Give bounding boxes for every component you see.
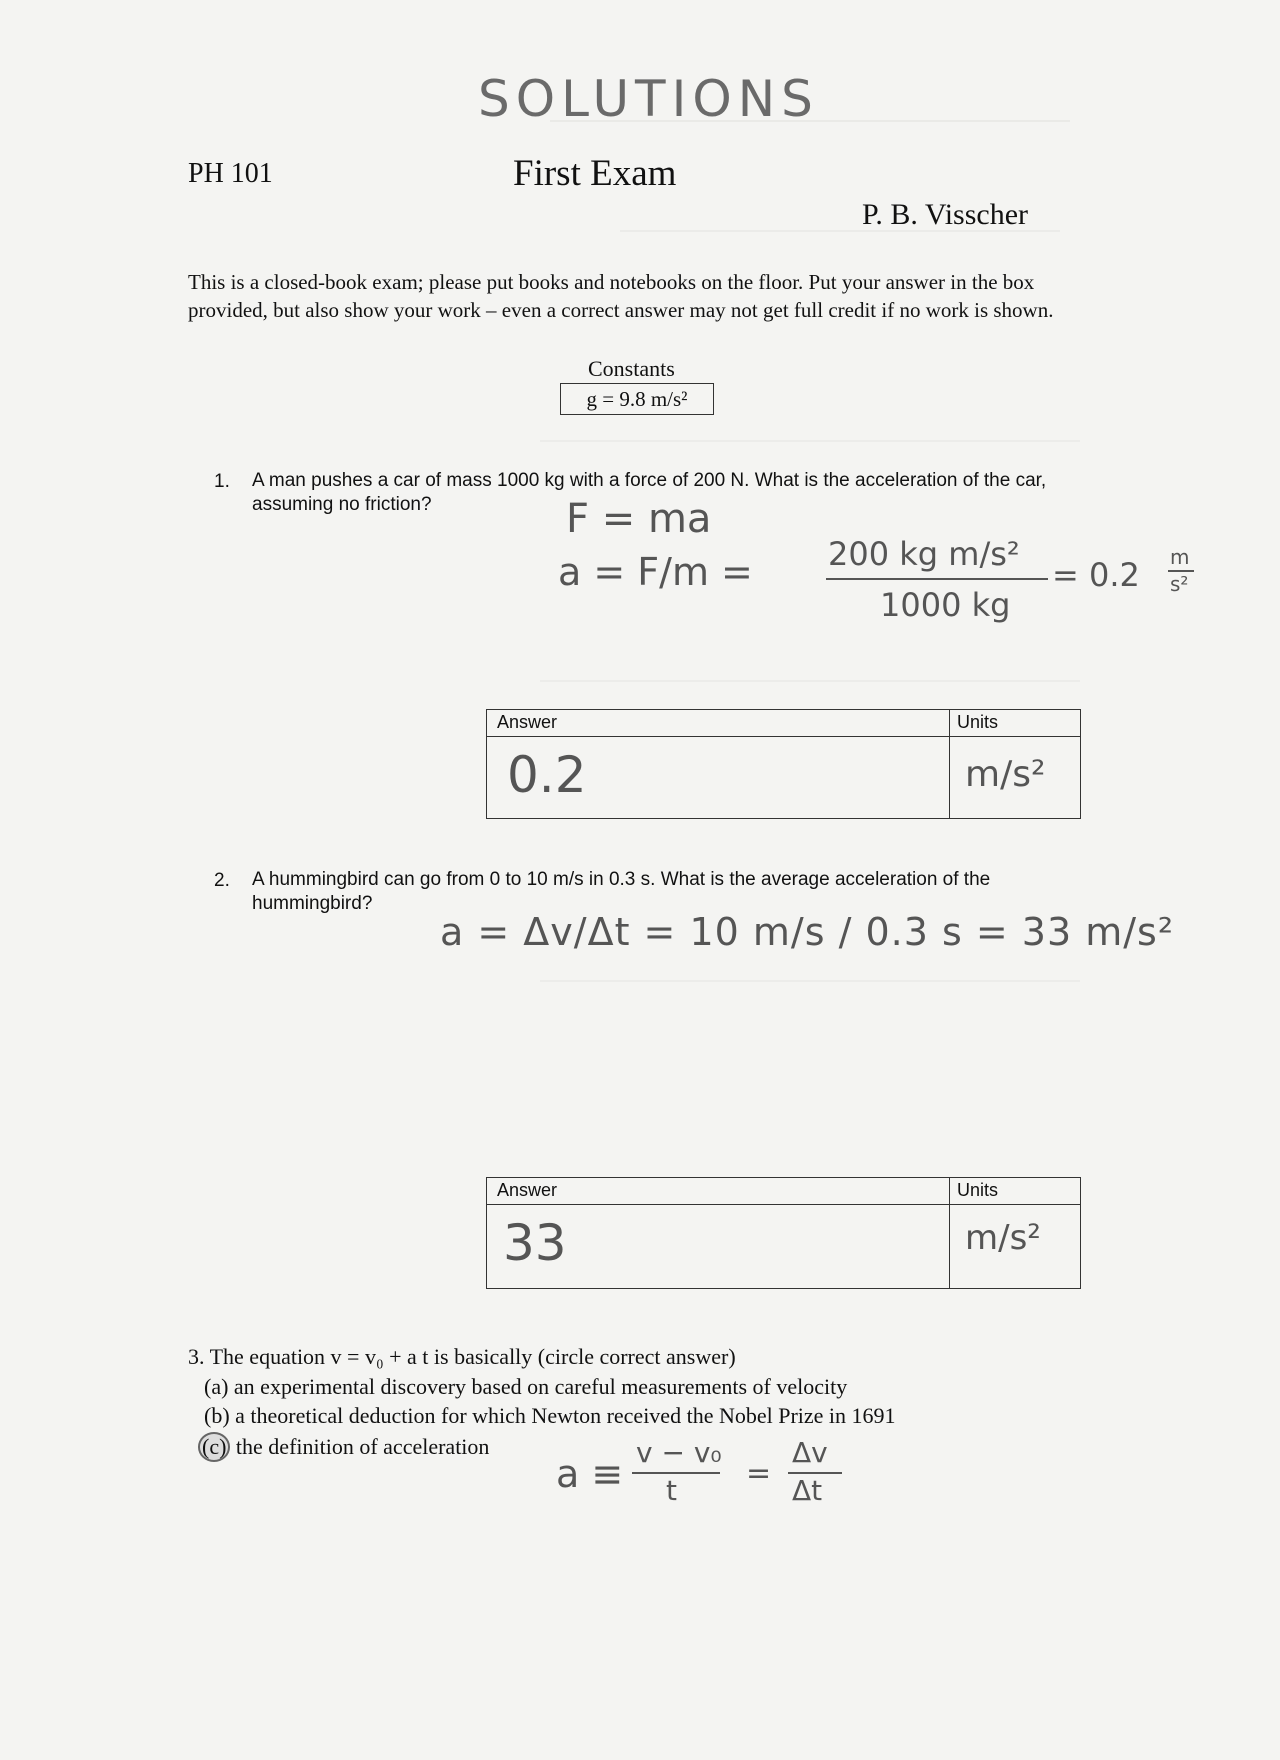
- q3-work-denominator: t: [666, 1474, 677, 1507]
- q3-work-numerator-2: Δv: [792, 1436, 828, 1469]
- q1-number: 1.: [214, 471, 230, 492]
- q1-work-numerator: 200 kg m/s²: [828, 535, 1020, 573]
- q3-stem: 3. The equation v = v₀ + a t is basically (circle correct answer): [188, 1344, 736, 1369]
- q3-work-equals: =: [746, 1456, 772, 1491]
- q1-work-fraction-bar: [826, 578, 1048, 580]
- q1-answer-label: Answer: [497, 712, 558, 732]
- q2-answer-box: [486, 1177, 1081, 1289]
- exam-title: First Exam: [513, 153, 677, 194]
- q2-units-value: m/s²: [965, 1218, 1041, 1258]
- q1-work-a-equals: a = F/m =: [558, 550, 753, 594]
- q3-option-c-letter: (c): [198, 1432, 230, 1462]
- q1-answer-value: 0.2: [507, 746, 587, 804]
- q2-units-label: Units: [957, 1180, 999, 1200]
- q1-work-result: = 0.2: [1052, 556, 1140, 594]
- q2-number: 2.: [214, 870, 230, 891]
- constants-label: Constants: [588, 356, 675, 381]
- q1-work-result-unit-num: m: [1170, 545, 1190, 569]
- q1-work-newton-law: F = ma: [566, 496, 712, 542]
- q1-units-value: m/s²: [965, 754, 1046, 795]
- q3-option-a: [204, 1374, 847, 1400]
- course-code: PH 101: [188, 158, 273, 189]
- q1-answer-box-divider: [949, 710, 950, 818]
- constants-box: [560, 383, 714, 415]
- q2-work: a = Δv/Δt = 10 m/s / 0.3 s = 33 m/s²: [440, 910, 1175, 954]
- q2-answer-box-divider: [949, 1178, 950, 1288]
- instructions-paragraph: This is a closed-book exam; please put books and notebooks on the floor. Put your answer in the box provided, but also show your work – even a correct answer may not get full credit if no work is shown.: [188, 270, 1054, 322]
- q2-answer-label: Answer: [497, 1180, 558, 1200]
- q1-work-result-unit-den: s²: [1170, 572, 1189, 596]
- q1-units-label: Units: [957, 712, 999, 732]
- q1-answer-box: [486, 709, 1081, 819]
- q2-answer-value: 33: [503, 1214, 567, 1272]
- q3-work-a-identity: a ≡: [556, 1452, 624, 1496]
- handwritten-title: SOLUTIONS: [478, 70, 819, 128]
- q3-option-b-text: a theoretical deduction for which Newton received the Nobel Prize in 1691: [235, 1403, 896, 1428]
- q3-option-b-letter: (b): [204, 1403, 230, 1428]
- q3-option-a-letter: (a): [204, 1374, 229, 1399]
- q3-option-c: [204, 1432, 489, 1462]
- gravity-constant: g = 9.8 m/s²: [586, 387, 688, 411]
- q3-option-b: [204, 1403, 896, 1429]
- q3-work-numerator: v − v₀: [636, 1436, 722, 1469]
- q2-text: A hummingbird can go from 0 to 10 m/s in 0.3 s. What is the average acceleration of the hummingbird?: [252, 869, 991, 914]
- q1-work-denominator: 1000 kg: [880, 586, 1011, 624]
- author-name: P. B. Visscher: [862, 198, 1028, 231]
- q1-text: A man pushes a car of mass 1000 kg with a force of 200 N. What is the acceleration of the car, assuming no friction?: [252, 470, 1047, 515]
- q3-option-c-text: the definition of acceleration: [235, 1434, 490, 1459]
- q3-option-a-text: an experimental discovery based on careful measurements of velocity: [233, 1374, 848, 1399]
- q3-work-denominator-2: Δt: [792, 1474, 823, 1507]
